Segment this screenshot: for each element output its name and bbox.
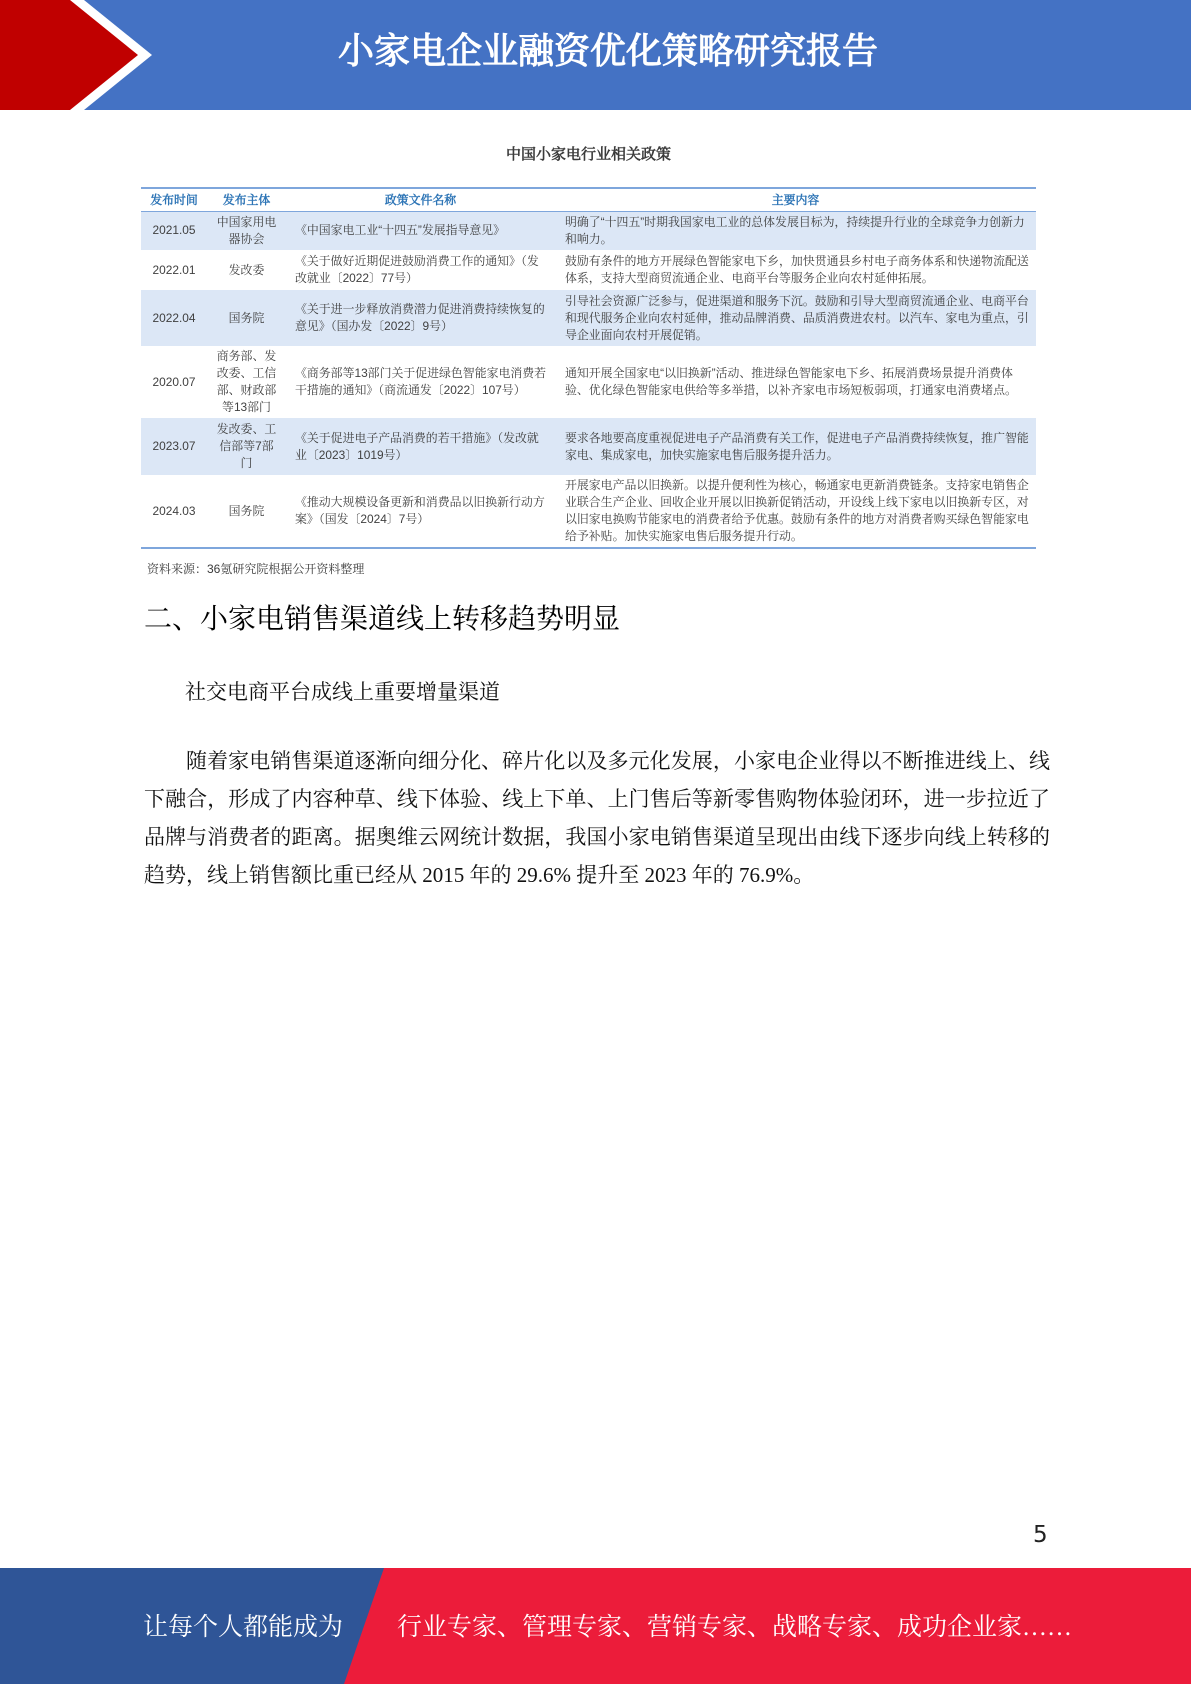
table-header-row xyxy=(141,188,1036,211)
issuer-cell: 发改委、工信部等7部门 xyxy=(207,418,286,475)
document-name-cell: 《推动大规模设备更新和消费品以旧换新行动方案》（国发〔2024〕7号） xyxy=(286,475,555,548)
page-number: 5 xyxy=(1033,1522,1048,1548)
release-date-cell: 2021.05 xyxy=(141,211,207,250)
table-source-note: 资料来源：36氪研究院根据公开资料整理 xyxy=(147,562,365,576)
policy-table-head xyxy=(141,188,1036,211)
release-date-cell: 2024.03 xyxy=(141,475,207,548)
table-row xyxy=(141,290,1036,346)
table-row xyxy=(141,346,1036,418)
main-content-cell: 要求各地要高度重视促进电子产品消费有关工作，促进电子产品消费持续恢复，推广智能家电、集成家电，加快实施家电售后服务提升活力。 xyxy=(555,418,1036,475)
release-date-cell: 2023.07 xyxy=(141,418,207,475)
document-name-cell: 《关于促进电子产品消费的若干措施》（发改就业〔2023〕1019号） xyxy=(286,418,555,475)
main-content-cell: 开展家电产品以旧换新。以提升便利性为核心，畅通家电更新消费链条。支持家电销售企业联合生产企业、回收企业开展以旧换新促销活动，开设线上线下家电以旧换新专区，对以旧家电换购节能家电的消费者给予优惠。鼓励有条件的地方对消费者购买绿色智能家电给予补贴。加快实施家电售后服务提升行动。 xyxy=(555,475,1036,548)
table-title: 中国小家电行业相关政策 xyxy=(505,145,671,163)
footer-slogan-lead: 让每个人都能成为 xyxy=(143,1614,344,1641)
section-subheading: 社交电商平台成线上重要增量渠道 xyxy=(185,680,500,704)
issuer-cell: 中国家用电器协会 xyxy=(207,211,286,250)
release-date-cell: 2022.01 xyxy=(152,262,196,277)
report-title: 小家电企业融资优化策略研究报告 xyxy=(337,31,878,72)
document-name-cell: 《商务部等13部门关于促进绿色智能家电消费若干措施的通知》（商流通发〔2022〕107号） xyxy=(295,366,547,397)
policy-table-body xyxy=(141,211,1036,548)
document-name-cell: 《中国家电工业“十四五”发展指导意见》 xyxy=(286,211,555,250)
document-name-cell: 《关于做好近期促进鼓励消费工作的通知》（发改就业〔2022〕77号） xyxy=(295,254,539,285)
column-header-issuer: 发布主体 xyxy=(207,188,286,211)
table-row xyxy=(141,475,1036,548)
release-date-cell: 2020.07 xyxy=(152,374,196,389)
column-header-release-date: 发布时间 xyxy=(141,188,207,211)
footer-slogan-roles: 行业专家、管理专家、营销专家、战略专家、成功企业家…… xyxy=(397,1614,1073,1641)
main-content-cell: 通知开展全国家电“以旧换新”活动、推进绿色智能家电下乡、拓展消费场景提升消费体验、优化绿色智能家电供给等多举措，以补齐家电市场短板弱项，打通家电消费堵点。 xyxy=(565,366,1017,397)
column-header-document-name: 政策文件名称 xyxy=(286,188,555,211)
issuer-cell: 国务院 xyxy=(207,475,286,548)
section-heading: 二、小家电销售渠道线上转移趋势明显 xyxy=(144,602,621,635)
main-content-cell: 明确了“十四五”时期我国家电工业的总体发展目标为，持续提升行业的全球竞争力创新力和响力。 xyxy=(555,211,1036,250)
table-row xyxy=(141,418,1036,475)
column-header-main-content: 主要内容 xyxy=(555,188,1036,211)
release-date-cell: 2022.04 xyxy=(141,290,207,346)
footer-banner xyxy=(0,1568,1191,1684)
table-row xyxy=(141,250,1036,290)
issuer-cell: 国务院 xyxy=(207,290,286,346)
policy-table xyxy=(141,187,1036,549)
table-row xyxy=(141,211,1036,250)
main-content-cell: 鼓励有条件的地方开展绿色智能家电下乡，加快贯通县乡村电子商务体系和快递物流配送体系，支持大型商贸流通企业、电商平台等服务企业向农村延伸拓展。 xyxy=(565,254,1029,285)
issuer-cell: 发改委 xyxy=(228,262,265,277)
header-banner xyxy=(0,0,1191,110)
issuer-cell: 商务部、发改委、工信部、财政部等13部门 xyxy=(216,349,277,414)
main-content-cell: 引导社会资源广泛参与，促进渠道和服务下沉。鼓励和引导大型商贸流通企业、电商平台和现代服务企业向农村延伸，推动品牌消费、品质消费进农村。以汽车、家电为重点，引导企业面向农村开展促销。 xyxy=(555,290,1036,346)
body-paragraph: 随着家电销售渠道逐渐向细分化、碎片化以及多元化发展，小家电企业得以不断推进线上、线下融合，形成了内容种草、线下体验、线上下单、上门售后等新零售购物体验闭环，进一步拉近了品牌与消费者的距离。据奥维云网统计数据，我国小家电销售渠道呈现出由线下逐步向线上转移的趋势，线上销售额比重已经从 2015 年的 29.6% 提升至 2023 年的 76.9%。 xyxy=(144,749,1050,887)
document-name-cell: 《关于进一步释放消费潜力促进消费持续恢复的意见》（国办发〔2022〕9号） xyxy=(286,290,555,346)
